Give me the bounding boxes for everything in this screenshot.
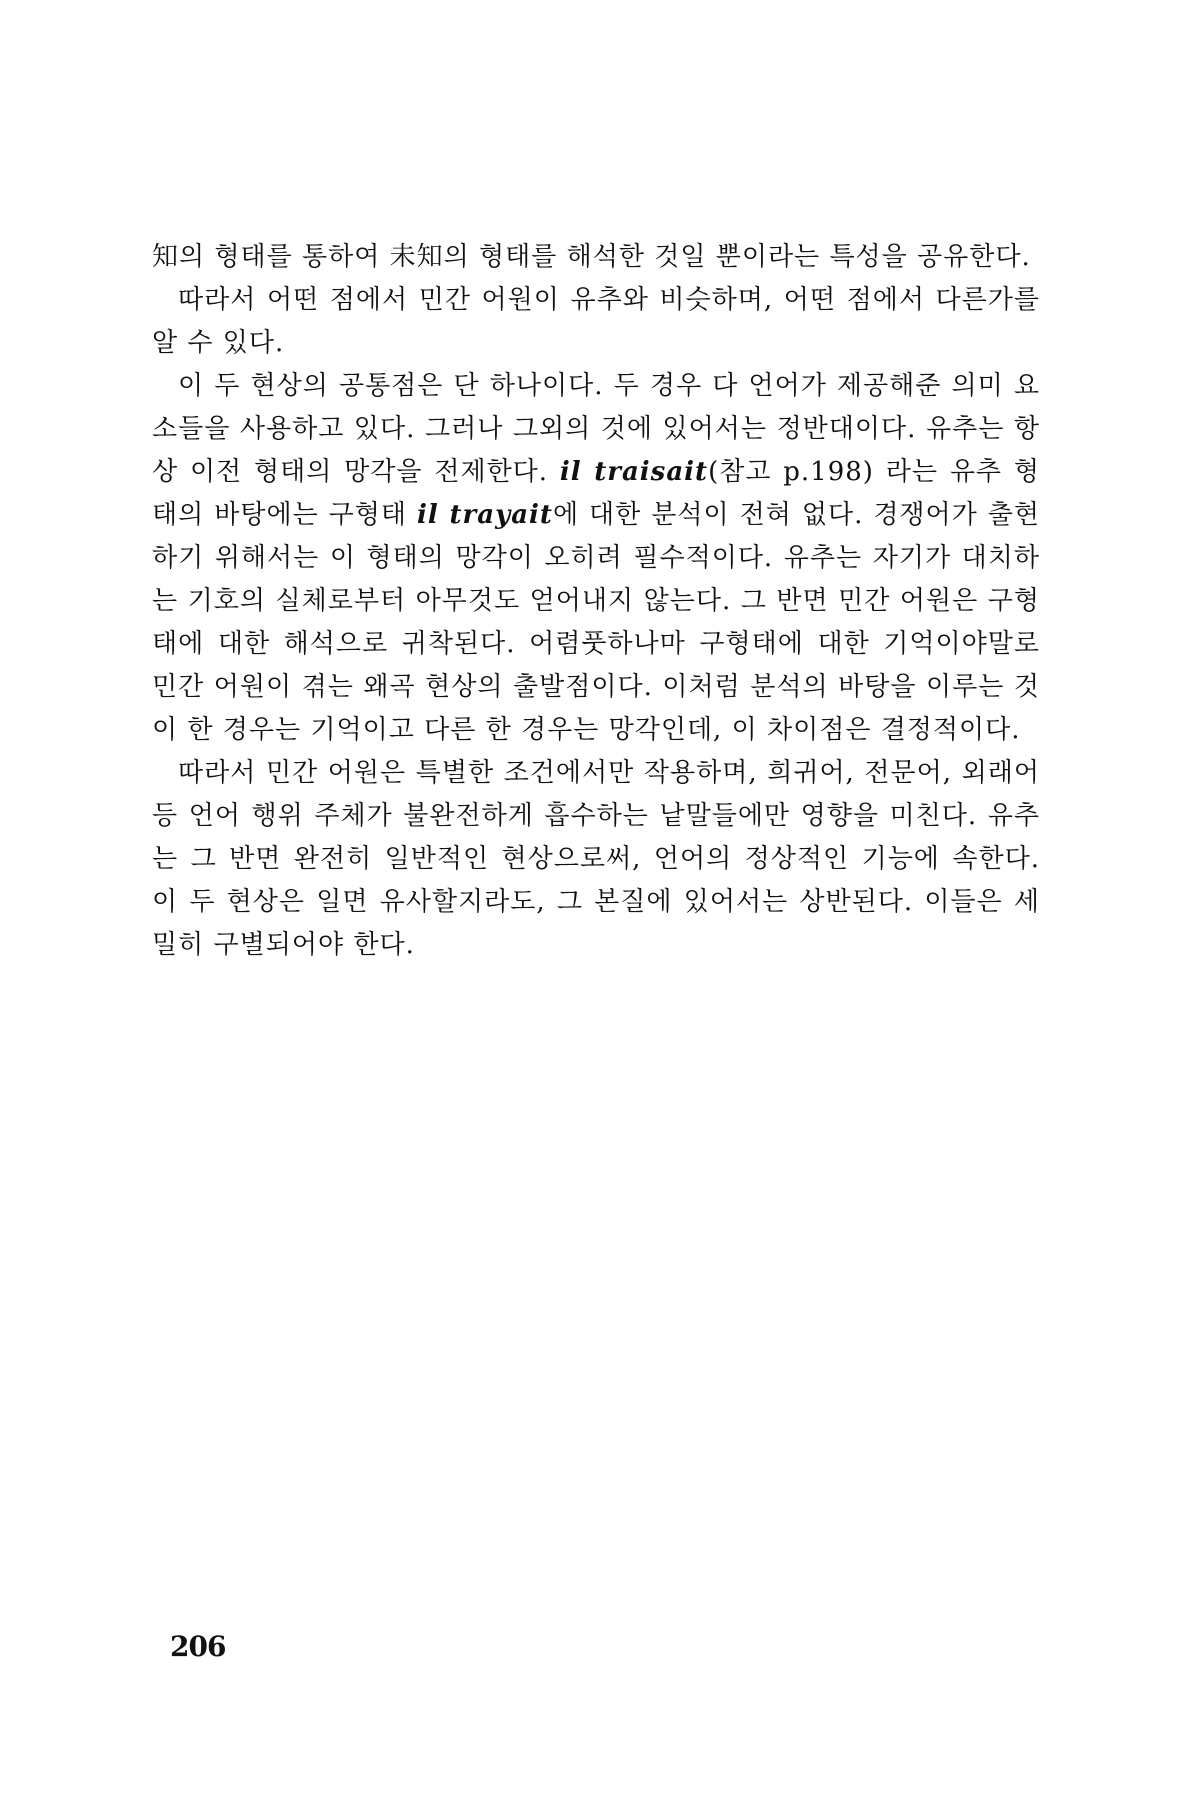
french-form-traisait: il traisait [559, 457, 709, 487]
french-form-trayait: il trayait [417, 500, 553, 530]
paragraph-3 [152, 365, 1040, 752]
paragraph-4 [152, 752, 1040, 967]
paragraph-2 [152, 279, 1040, 365]
text-segment: 따라서 어떤 점에서 민간 어원이 유추와 비슷하며, 어떤 점에서 다른가를 알 수 있다. [152, 285, 1040, 358]
text-segment: 知의 형태를 통하여 未知의 형태를 해석한 것일 뿐이라는 특성을 공유한다. [152, 242, 1031, 272]
page-number: 206 [170, 1630, 226, 1663]
paragraph-1 [152, 236, 1040, 279]
text-segment: 에 대한 분석이 전혀 없다. 경쟁어가 출현하기 위해서는 이 형태의 망각이 오히려 필수적이다. 유추는 자기가 대치하는 기호의 실체로부터 아무것도 얻어내지 않는다. 그 반면 민간 어원은 구형태에 대한 해석으로 귀착된다. 어렴풋하나마 구형태에 대한 기억이야말로 민간 어원이 겪는 왜곡 현상의 출발점이다. 이처럼 분석의 바탕을 이루는 것이 한 경우는 기억이고 다른 한 경우는 망각인데, 이 차이점은 결정적이다. [152, 500, 1041, 745]
body-text [152, 236, 1040, 967]
text-segment: 따라서 민간 어원은 특별한 조건에서만 작용하며, 희귀어, 전문어, 외래어 등 언어 행위 주체가 불완전하게 흡수하는 낱말들에만 영향을 미친다. 유추는 그 반면 완전히 일반적인 현상으로써, 언어의 정상적인 기능에 속한다. 이 두 현상은 일면 유사할지라도, 그 본질에 있어서는 상반된다. 이들은 세밀히 구별되어야 한다. [152, 758, 1040, 960]
text-segment: (참고 p.198) 라는 유추 형태의 바탕에는 구형태 [152, 457, 1040, 530]
text-segment: 이 두 현상의 공통점은 단 하나이다. 두 경우 다 언어가 제공해준 의미 요소들을 사용하고 있다. 그러나 그외의 것에 있어서는 정반대이다. 유추는 항상 이전 형태의 망각을 전제한다. [152, 371, 1040, 487]
